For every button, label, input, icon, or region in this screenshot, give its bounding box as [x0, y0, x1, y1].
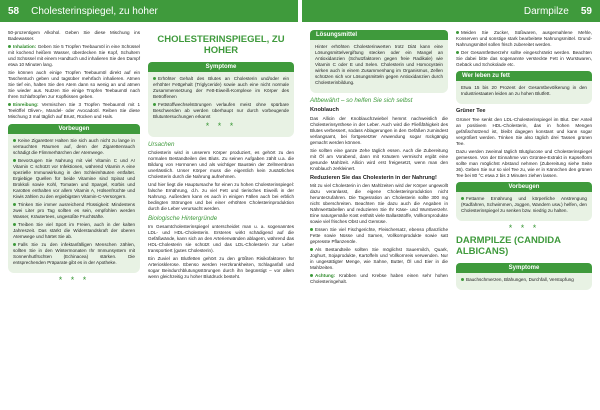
loesung-box-title: Lösungsmittel	[310, 30, 448, 40]
bullet-icon	[456, 51, 459, 54]
list-item	[13, 158, 135, 200]
bullet-icon	[153, 103, 156, 106]
einreibung-paragraph	[8, 102, 140, 120]
bullet-icon	[153, 77, 156, 80]
einreibung-label: Einreibung:	[13, 102, 39, 107]
right-page-header	[302, 0, 600, 22]
paragraph: Sie können auch einige Tropfen Teebaumöl direkt auf ein Taschentuch geben und tagsüber mehrfach inhalieren. Atmen Sie tief ein, halten Sie den Atem dann so wenig an und atmen Sie wieder aus. Nutzen Sie einige Tropfen Teebaumöl nach Ihren Schlaftropfen zur Kopfkissen geben.	[8, 70, 140, 99]
bullet-icon	[461, 197, 464, 200]
subheading-reduzieren: Reduzieren Sie das Cholesterin in der Nahrung!	[310, 174, 437, 181]
symptome-box-title: Symptome	[456, 263, 592, 273]
section-heading-altbewaehrt: Altbewährt – so helfen Sie sich selbst	[310, 97, 413, 104]
left-column-2	[148, 30, 294, 282]
achtung-label: Achtung:	[315, 273, 336, 278]
subheading-knoblauch: Knoblauch	[310, 107, 339, 113]
paragraph: Etwa 15 bis 20 Prozent der Gesamtbevölkerung in den Industriestaaten leiden an zu hohen Blutfett.	[461, 85, 587, 96]
list-item	[310, 227, 448, 245]
list-item	[13, 242, 135, 266]
list-item	[13, 138, 135, 156]
left-page-title: Cholesterinspiegel, zu hoher	[31, 5, 158, 17]
list-item-text: Keine Zigaretten! Halten Sie sich auch nicht zu lange in verrauchten Räumen auf, denn der Zigarettenrauch schädigt die Flimmerhärchen der Atemwege.	[13, 138, 135, 155]
inhalation-text: Geben Sie 5 Tropfen Teebaumöl in eine Schüssel mit kochend heißem Wasser, überdecken Sie Kopf, Schultern und Schüssel mit einem Handtuch und inhalieren Sie den Dampf etwa 10 Minuten lang.	[8, 44, 140, 67]
list-item-text: Bevorzugen Sie Nahrung mit viel Vitamin C und A! Vitamin C schützt vor Infektionen, während Vitamin A eine spezielle Immunwirkung in den Schleimhäuten entfaltet. Ergiebige Quellen für beide Vitamine sind Spinat und Brokkoli sowie Kohl, Tomaten und Spargel, Kürbis und Karotten enthalten vor allem Vitamin A, Hülsenfrüchte und Kiwis zählen zu den ergiebigsten Vitamin-C-Versorgern.	[13, 158, 135, 199]
bullet-icon	[8, 103, 11, 106]
list-item-text: Trinken Sie immer ausreichend Flüssigkeit: Mindestens zwei Liter pro Tag sollten es sein, empfohlen werden Wasser, Kräutertees, ungesüßte Fruchtsäfte.	[13, 202, 135, 219]
bullet-icon	[13, 243, 16, 246]
right-column-2	[456, 30, 592, 294]
subheading-gruener-tee: Grüner Tee	[456, 108, 486, 114]
list-item	[13, 202, 135, 220]
symptome-box	[456, 273, 592, 290]
left-page-header	[0, 0, 298, 22]
einreibung-text: Vermischen Sie 3 Tropfen Teebaumöl mit 1 Teelöffel Oliven-, Mandel- oder Avocadoöl. Reiben Sie diese Mischung 3 mal täglich auf Brust, Rücken und Hals.	[8, 102, 140, 119]
section-divider-stars: * * *	[508, 222, 540, 233]
bullet-icon	[13, 159, 16, 162]
vorbeugen-box-title: Vorbeugen	[456, 182, 592, 192]
bullet-icon	[13, 223, 16, 226]
paragraph: Mit zu viel Cholesterin in den Mahlzeiten wird der Körper ungewollt dazu veranlasst, die eigene Cholesterinproduktion nicht herunterzufahren. Die Tagesration an Cholesterin sollte 300 mg nicht überschreiten. Beachten Sie dazu auch die Angaben in Nährwerttabellen und reduzieren Sie Ihr Käse- und Wurstverzehr. Eine naturgemäße Kost enthält viele Ballaststoffe, Vollkornprodukte sowie viel frisches Obst und Gemüse.	[310, 183, 448, 224]
bullet-icon	[310, 228, 313, 231]
right-column-1	[310, 30, 448, 287]
right-page-number: 59	[580, 5, 592, 17]
bullet-icon	[13, 203, 16, 206]
inhalation-paragraph	[8, 44, 140, 68]
achtung-text: Krabben und Krebse haben einen sehr hohen Cholesteringehalt.	[310, 273, 448, 284]
bullet-icon	[461, 278, 464, 281]
list-item-text: Bauchschmerzen, Blähungen, Durchfall, Verstopfung	[466, 276, 574, 282]
bullet-icon	[310, 248, 313, 251]
paragraph: Grüner Tee senkt den LDL-Cholesterinspiegel im Blut. Der Anteil an positivem HDL-Cholesterin, das in hohen Mengen gefäßschützend ist, bleibt dagegen konstant und kann sogar vergrößert werden. Trinken Sie also täglich drei Tassen grünen Tee.	[456, 116, 592, 146]
wer-box-title: Wer leben zu fett	[456, 71, 592, 81]
right-page-title: Darmpilze	[523, 5, 569, 17]
list-item	[310, 247, 448, 271]
wer-box	[456, 81, 592, 104]
bullet-icon	[8, 45, 11, 48]
list-item-text: Falls Sie zu den infektanfälligen Menschen zählen, sollten Sie in den Wintermonaten Ihr Immunsystem mit Sonnenhutfrüchten (Echinacea) stärken. Die entsprechenden Präparate gibt es in der Apotheke.	[13, 242, 135, 265]
list-item	[461, 277, 587, 283]
paragraph: Dazu werden zweimal täglich Blutglucose und Cholesterinspiegel gemessen. Von der Einnahme von Grüntee-Extrakt in Kapselform sollte man möglichst Abstand nehmen (Zubereitung siehe Seite 36). Geben Sie nur so viel Tee zu, wie er in Kännchen den grünen Tee bei 80 °C etwa 2 bis 3 Minuten ziehen lassen.	[456, 148, 592, 178]
section-divider-stars: * * *	[205, 121, 237, 131]
bullet-icon	[13, 139, 16, 142]
chapter-title: DARMPILZE (CANDIDA ALBICANS)	[456, 234, 561, 257]
list-item	[456, 30, 592, 48]
symptome-box-title: Symptome	[148, 62, 294, 72]
paragraph: Das Allicin der Knoblauchzwiebel hemmt nachweislich die Cholesterinsynthese in der Leber. Auch wird die Fließfähigkeit des Blutes verbessert, sodass Ablagerungen in den Gefäßen zumindest verlangsamt, bei fortgesetzter Anwendung sogar rückgängig gemacht werden können.	[310, 115, 448, 145]
chapter-title: CHOLESTERINSPIEGEL, ZU HOHER	[157, 34, 285, 56]
section-heading-ursachen: Ursachen	[148, 141, 175, 148]
list-item-text: Erhöhter Gehalt des Blutes an Cholesterin und/oder ein erhöhter Fettgehalt (Triglyceride) sowie auch eine nicht normale Zusammensetzung der Fett-Eiweiß-Komplexe im Körper des Betroffenen	[153, 76, 289, 99]
list-item-text: Als Bestandteile sollten Sie möglichst Sauermilch, Quark, Joghurt, Sojaprodukte, Kartoffeln und Vollkornreis verwenden. Nur in ungesättigter Menge, wie Sahne, Butter, Öl und Eier in die Mahlzeiten.	[310, 247, 448, 270]
paragraph: Und hier liegt die Hauptursache für einen zu hohen Cholesterinspiegel: falsche Ernährung, d.h. zu viel Fett und tierisches Eiweiß in der Nahrung. Außerdem kann es auch in einigen Fällen auch bei erblich bedingten Störungen und bei einer erhöhten Cholesterinproduktion durch die Leber verursacht werden.	[148, 182, 294, 211]
vorbeugen-box	[456, 192, 592, 221]
list-item	[153, 76, 289, 100]
paragraph: Im Gesamtcholesterinspiegel unterscheidet man u. a. sogenanntes LDL- und HDL-Cholesterin. Ersteres wirkt schädigend auf die Gefäßwände, kann sich an den Arterienwänden ablagern, während das HDL-Cholesterin sie schützt und das LDL-Cholesterin zur Leber transportiert (gutes Cholesterin).	[148, 224, 294, 253]
list-item-text: Fettstoffwechselstörungen verlaufen meist ohne spürbare Beschwerden ab werden überhaupt nur durch vorbeugende Blutuntersuchungen erkannt	[153, 102, 289, 119]
inhalation-label: Inhalation:	[13, 44, 37, 49]
vorbeugen-box	[8, 134, 140, 273]
paragraph: Sie sollten eine ganze Zehe täglich essen. Auch die Zubereitung mit Öl am Vorabend, dann mit Kräutern vermischt ergibt eine gesunde Mahlzeit. Allicin wird erst freigesetzt, wenn man den Knoblauch zerkleinert.	[310, 147, 448, 171]
vorbeugen-box-title: Vorbeugen	[8, 124, 140, 134]
list-item-text: Essen Sie viel Fischgerichte, Fleischersatz, ebenso pflanzliche Fette sowie Nüsse und Samen, Vollkornprodukte sowie satt gepresste Pflanzenöle.	[310, 227, 448, 244]
symptome-box	[148, 72, 294, 137]
paragraph: Cholesterin wird in unserem Körper produziert, es gehört zu den normalen Bestandteilen des Bluts. Zu seinen Aufgaben zählt u.a. die Bildung von Hormonen und als wichtiger Baustein der Zellmembran unerlässlich. Unser Körper muss die eigentlich kein zusätzliches Cholesterin durch die Nahrung aufnehmen.	[148, 150, 294, 179]
paragraph: 50-prozentigem Alkohol. Geben Sie diese Mischung ins Badewasser.	[8, 30, 140, 41]
left-page-number: 58	[8, 5, 20, 17]
list-item	[456, 50, 592, 68]
section-heading-bio: Biologische Hintergründe	[148, 215, 218, 222]
paragraph: Hinter erhöhten Cholesterinwerten trotz Diät kann eine Lösungsmittelvergiftung stecken oder ein Mangel an Antioxidanzien (Schutzfaktoren gegen freie Radikale) wie Vitamin C oder E und Selen. Cholesterin und Homocystein wirken auch in einem Zusammenhang im Organismus, Zellen schützen sich vor Lösungsmitteln gegen Antioxidanzien durch Cholesterinbildung.	[315, 44, 443, 85]
list-item	[13, 222, 135, 240]
achtung-paragraph	[310, 273, 448, 285]
section-divider-stars: * * *	[58, 275, 90, 285]
list-item	[153, 102, 289, 120]
list-item-text: Treiben Sie viel Sport im Freien, auch in der kalten Jahreszeit. Das stärkt die Widerstandskraft der oberen Atemwege und härtet Sie ab.	[13, 222, 135, 239]
left-column-1	[8, 30, 140, 286]
bullet-icon	[456, 31, 459, 34]
list-item-text: Meiden Sie Zucker, Süßwaren, ausgemahlene Mehle, Konserven und sonstige stark bearbeitete Nahrungsmittel. Grund-Nahrungsmittel sollen frisch zubereitet werden.	[456, 30, 592, 47]
bullet-icon	[310, 274, 313, 277]
list-item	[461, 196, 587, 214]
paragraph: Ein Zuviel an Blutfetten gehört zu den größten Risikofaktoren für Arteriosklerose. Ebenso werden Herzkrankheiten, Schlaganfall und sogar Beindurchblutungsstörungen durch ihn begünstigt – vor allem wenn gleichzeitig zu hoher Blutdruck besteht.	[148, 256, 294, 279]
loesung-box	[310, 40, 448, 93]
list-item-text: Fettarme Ernährung und körperliche Anstrengung (Radfahren, Schwimmen, Joggen, Wandern usw.) helfen, den Cholesterinspiegel zu senken bzw. niedrig zu halten.	[461, 195, 587, 213]
list-item-text: Der Gesamtfettverzehr sollte eingeschränkt werden. Beachten Sie dabei bitte das sogenannte versteckte Fett in Wurstwaren, Gebäck und Schokolade etc.	[456, 50, 592, 67]
